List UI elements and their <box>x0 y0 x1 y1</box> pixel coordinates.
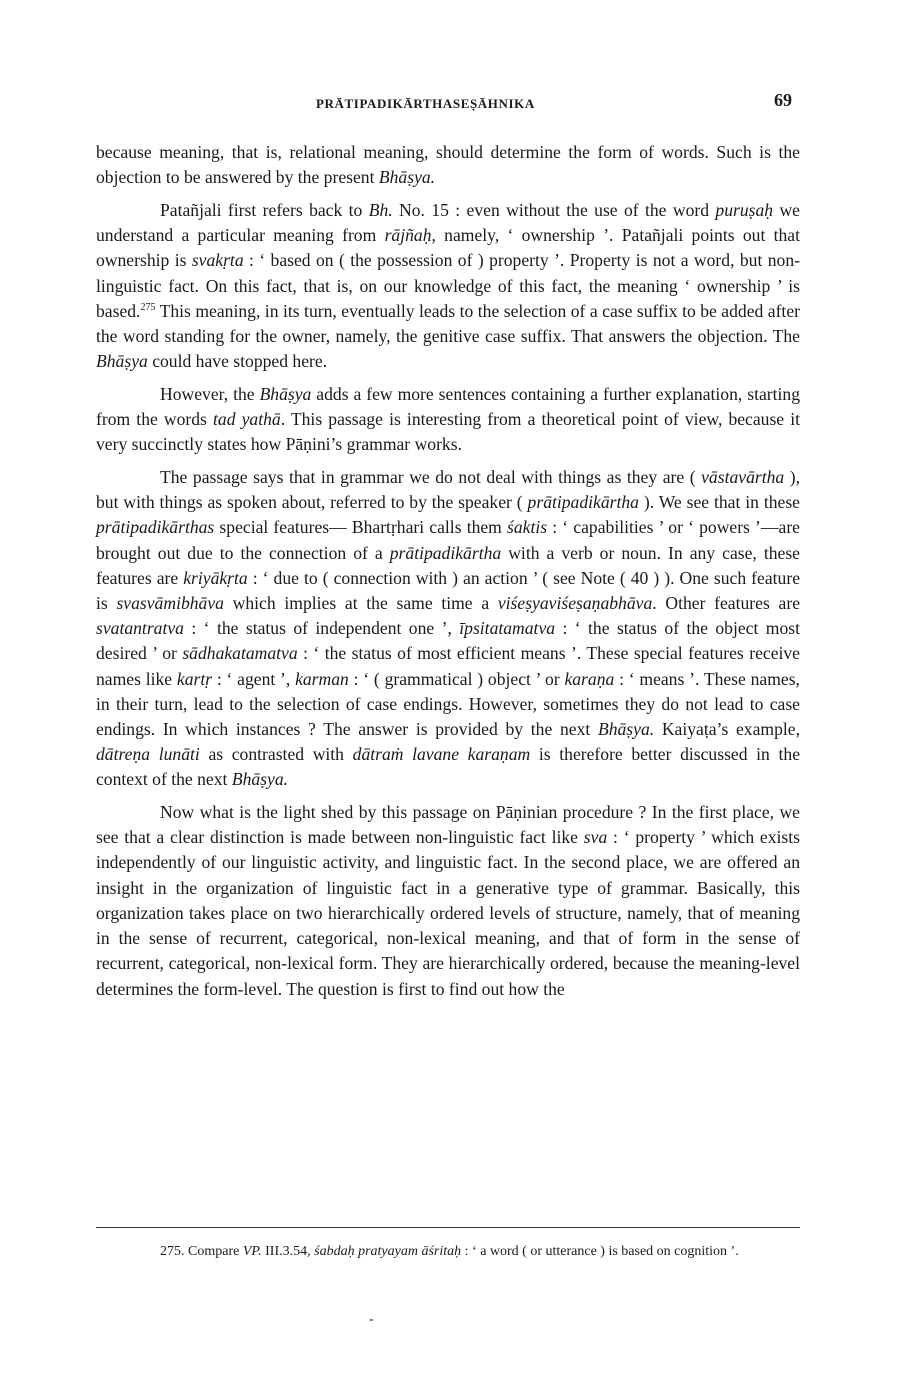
page-number: 69 <box>774 90 792 110</box>
paragraph: Now what is the light shed by this passage on Pāṇinian procedure ? In the first place, we see that a clear distinction is made between non-linguistic fact like sva : ‘ property ’ which exists independently of our linguistic activity, and linguistic fact. In the second place, we are offered an insight in the organization of linguistic fact in a generative type of grammar. Basically, this organization takes place on two hierarchically ordered levels of structure, namely, that of meaning in the sense of recurrent, categorical, non-lexical meaning, and that of form in the sense of recurrent, categorical, non-lexical form. They are hierarchically ordered, because the meaning-level determines the form-level. The question is first to find out how the <box>96 802 800 999</box>
footnote-divider <box>96 1227 800 1228</box>
footnote-text: 275. Compare VP. III.3.54, śabdaḥ pratyayam āśritaḥ : ‘ a word ( or utterance ) is based on cognition ’. <box>160 1244 739 1259</box>
running-head: PRĀTIPADIKĀRTHASEṢĀHNIKA <box>316 96 535 111</box>
footer-mark: - <box>369 1312 374 1327</box>
footnote <box>96 1241 800 1262</box>
page-header <box>96 90 800 116</box>
paragraph: The passage says that in grammar we do not deal with things as they are ( vāstavārtha ), but with things as spoken about, referred to by the speaker ( prātipadikārtha ). We see that in these prātipadikārthas special features— Bhartṛhari calls them śaktis : ‘ capabilities ’ or ‘ powers ’—are brought out due to the connection of a prātipadikārtha with a verb or noun. In any case, these features are kriyākṛta : ‘ due to ( connection with ) an action ’ ( see Note ( 40 ) ). One such feature is svasvāmibhāva which implies at the same time a viśeṣyaviśeṣaṇabhāva. Other features are svatantratva : ‘ the status of independent one ’, īpsitatamatva : ‘ the status of the object most desired ’ or sādhakatamatva : ‘ the status of most efficient means ’. These special features receive names like kartṛ : ‘ agent ’, karman : ‘ ( grammatical ) object ’ or karaṇa : ‘ means ’. These names, in their turn, lead to the selection of case endings. However, sometimes they do not lead to case endings. In which instances ? The answer is provided by the next Bhāṣya. Kaiyaṭa’s example, dātreṇa lunāti as contrasted with dātraṁ lavane karaṇam is therefore better discussed in the context of the next Bhāṣya. <box>96 466 801 790</box>
paragraph: However, the Bhāṣya adds a few more sentences containing a further explanation, starting from the words tad yathā. This passage is interesting from a theoretical point of view, because it very succinctly states how Pāṇini’s grammar works. <box>96 383 800 455</box>
body-text <box>96 140 800 1009</box>
paragraph: Patañjali first refers back to Bh. No. 15 : even without the use of the word puruṣaḥ we understand a particular meaning from rājñaḥ, namely, ‘ ownership ’. Patañjali points out that ownership is svakṛta : ‘ based on ( the possession of ) property ’. Property is not a word, but non-linguistic fact. On this fact, that is, on our knowledge of this fact, the meaning ‘ ownership ’ is based.$^{275}$ This meaning, in its turn, eventually leads to the selection of a case suffix to be added after the word standing for the owner, namely, the genitive case suffix. That answers the objection. The Bhāṣya could have stopped here. <box>96 199 801 372</box>
paragraph: because meaning, that is, relational meaning, should determine the form of words. Such is the objection to be answered by the present Bhāṣya. <box>96 142 800 188</box>
